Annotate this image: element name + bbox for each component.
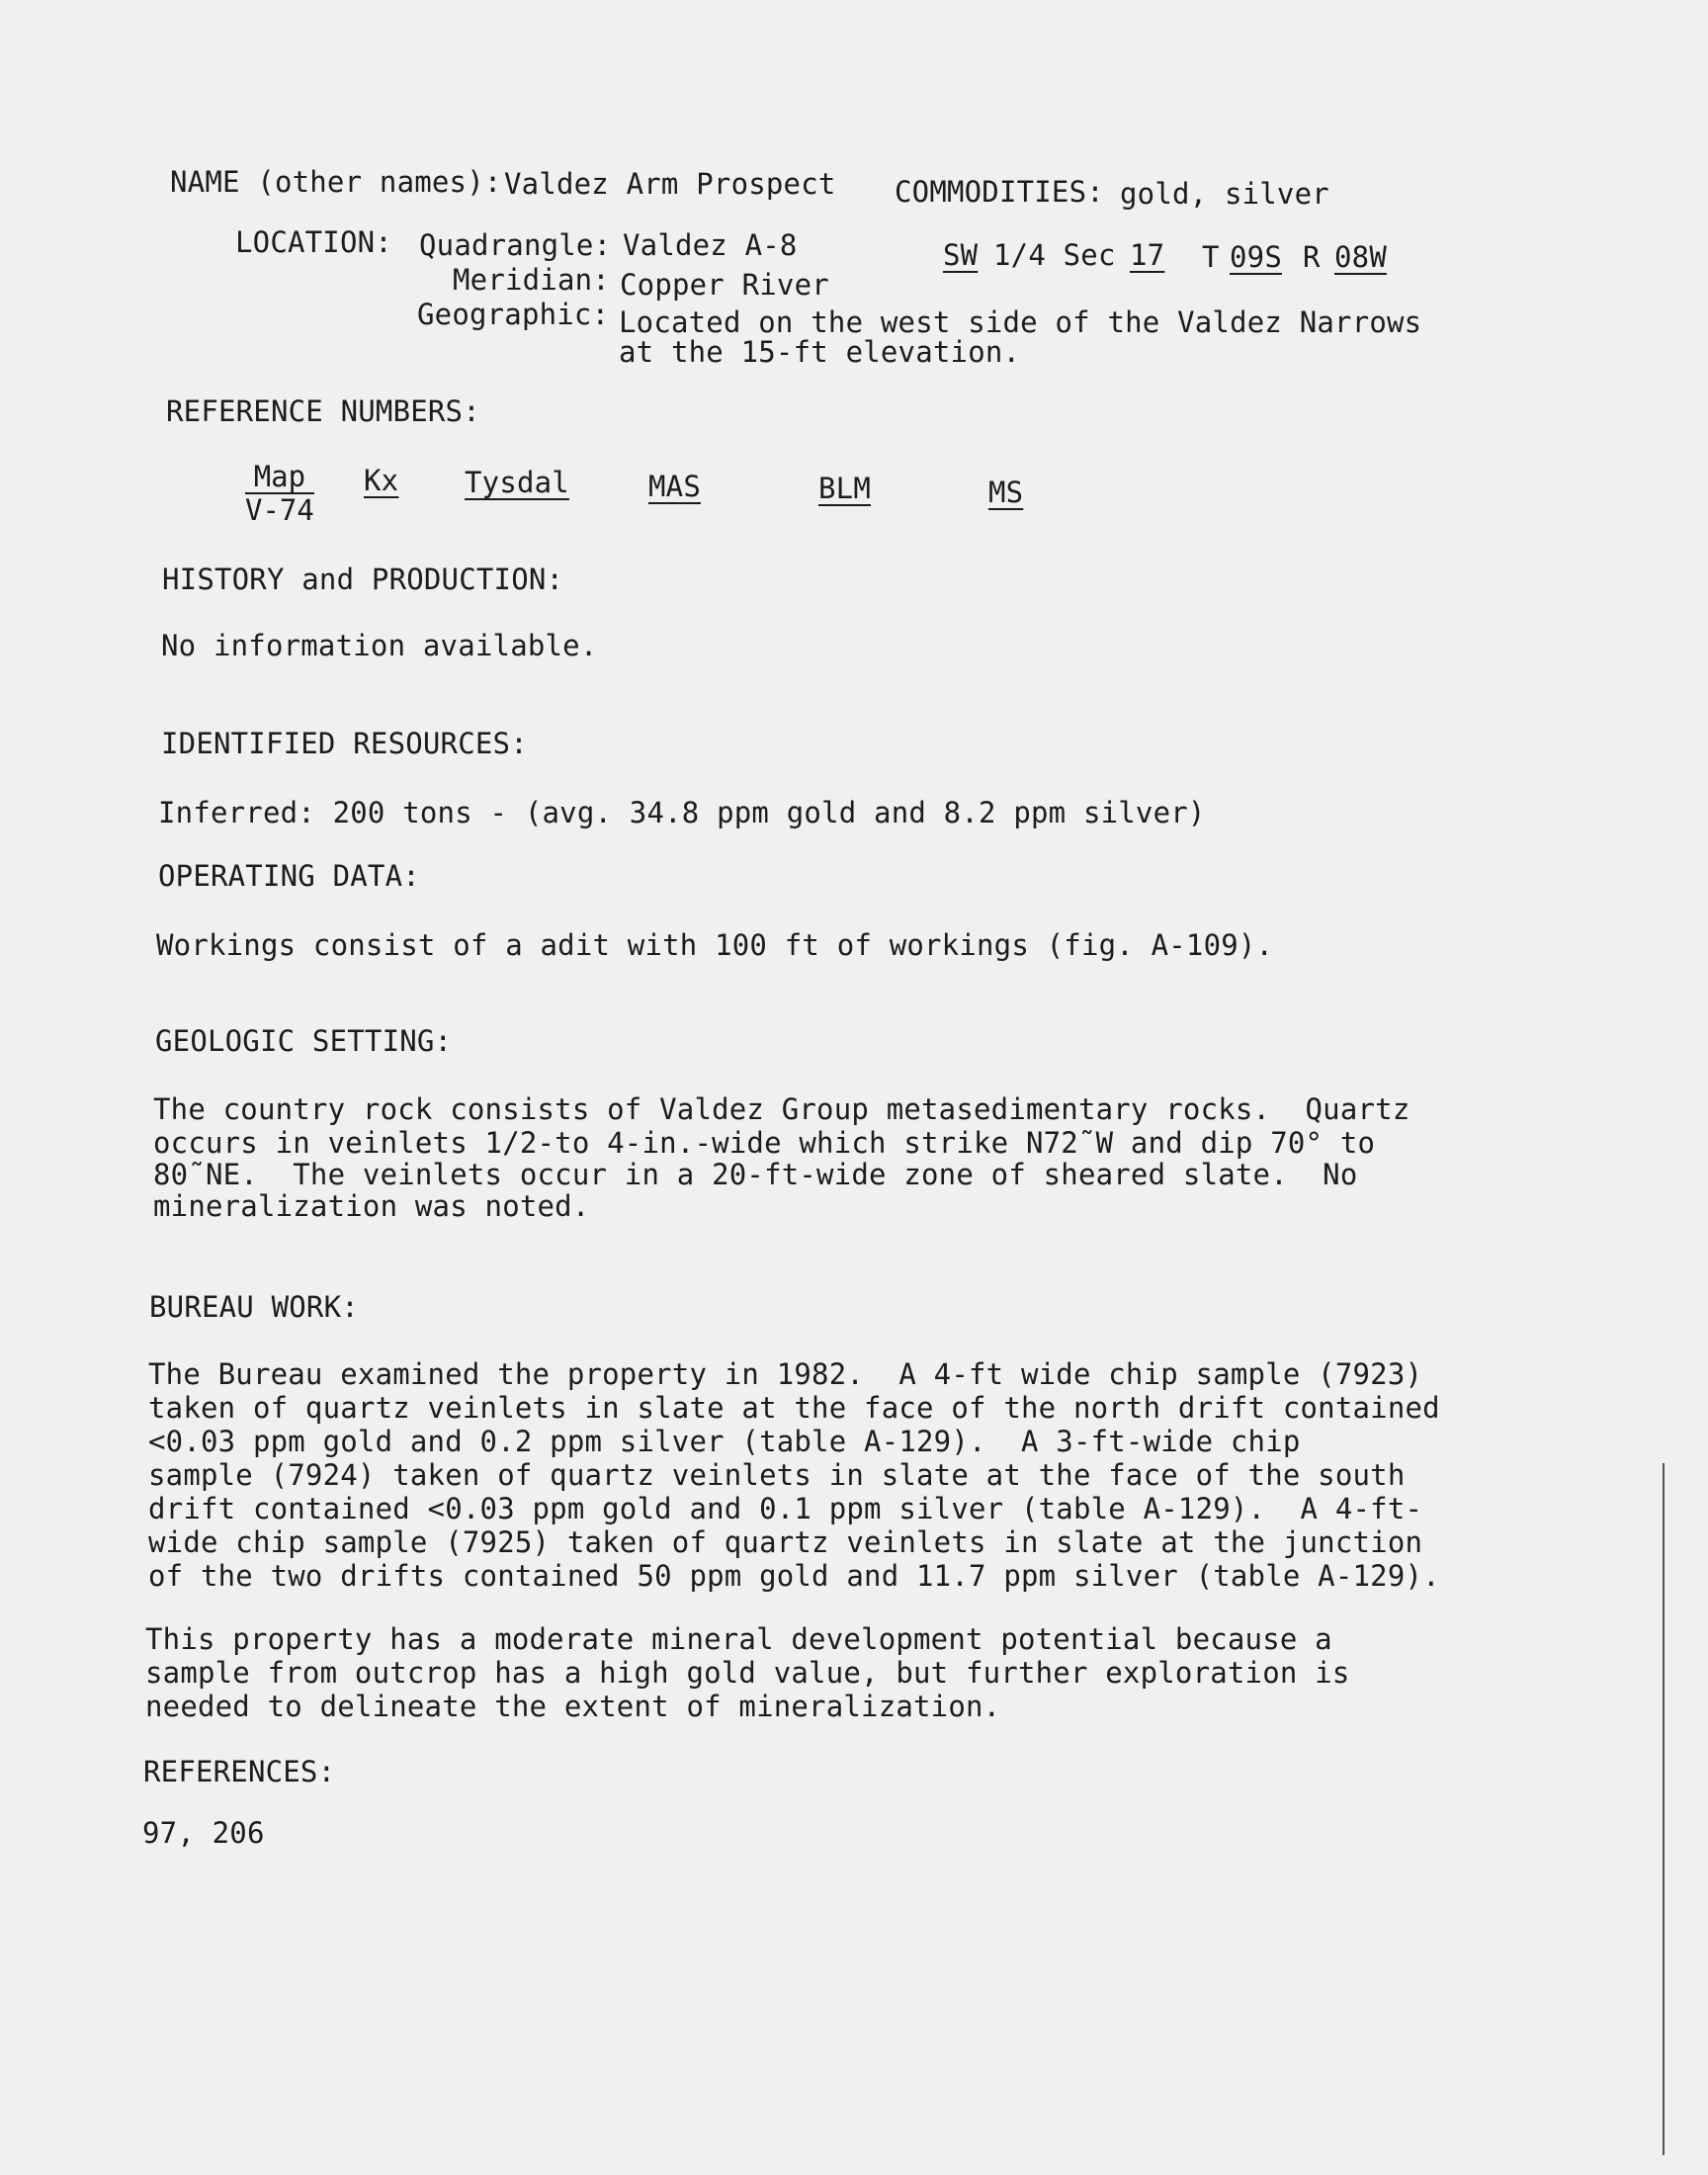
geologic-line-3: 80˜NE. The veinlets occur in a 20-ft-wide zone of sheared slate. No xyxy=(153,1158,1358,1191)
map-numerator: Map xyxy=(245,461,314,494)
geologic-line-1: The country rock consists of Valdez Group metasedimentary rocks. Quartz xyxy=(153,1092,1410,1126)
ref-tysdal: Tysdal xyxy=(465,466,569,499)
bureau-p1-line-7: of the two drifts contained 50 ppm gold and 11.7 ppm silver (table A-129). xyxy=(148,1559,1440,1593)
section-value: 17 xyxy=(1130,238,1165,272)
ref-ms: MS xyxy=(988,476,1024,509)
commodities-label: COMMODITIES: xyxy=(895,175,1104,209)
bureau-p2-line-2: sample from outcrop has a high gold value, but further exploration is xyxy=(145,1656,1350,1690)
geologic-line-4: mineralization was noted. xyxy=(153,1189,590,1223)
resources-text: Inferred: 200 tons - (avg. 34.8 ppm gold and 8.2 ppm silver) xyxy=(158,796,1206,829)
operating-text: Workings consist of a adit with 100 ft of workings (fig. A-109). xyxy=(156,928,1274,962)
meridian-label: Meridian: xyxy=(453,263,610,297)
quadrangle-label: Quadrangle: xyxy=(419,228,612,262)
bureau-p1-line-1: The Bureau examined the property in 1982. A 4-ft wide chip sample (7923) xyxy=(148,1357,1423,1391)
references-heading: REFERENCES: xyxy=(143,1755,336,1788)
name-value: Valdez Arm Prospect xyxy=(504,167,836,201)
name-label: NAME (other names): xyxy=(170,165,502,199)
bureau-p1-line-4: sample (7924) taken of quartz veinlets in slate at the face of the south xyxy=(148,1458,1406,1492)
bureau-p2-line-1: This property has a moderate mineral development potential because a xyxy=(145,1622,1332,1656)
range-label: R xyxy=(1303,240,1321,274)
ref-kx: Kx xyxy=(364,464,399,497)
geologic-line-2: occurs in veinlets 1/2-to 4-in.-wide which strike N72˜W and dip 70° to xyxy=(153,1126,1376,1160)
bureau-p1-line-5: drift contained <0.03 ppm gold and 0.1 ppm silver (table A-129). A 4-ft- xyxy=(148,1492,1423,1525)
meridian-value: Copper River xyxy=(620,268,829,302)
quadrangle-value: Valdez A-8 xyxy=(623,228,798,262)
range-value: 08W xyxy=(1334,240,1387,274)
ref-mas: MAS xyxy=(648,470,701,503)
location-label: LOCATION: xyxy=(235,225,392,259)
reference-numbers-heading: REFERENCE NUMBERS: xyxy=(166,394,480,428)
bureau-p2-line-3: needed to delineate the extent of mineralization. xyxy=(145,1690,1001,1723)
bureau-p1-line-2: taken of quartz veinlets in slate at the face of the north drift contained xyxy=(148,1391,1440,1425)
history-heading: HISTORY and PRODUCTION: xyxy=(162,563,564,596)
geologic-heading: GEOLOGIC SETTING: xyxy=(155,1024,453,1058)
geographic-line-2: at the 15-ft elevation. xyxy=(619,335,1021,369)
resources-heading: IDENTIFIED RESOURCES: xyxy=(161,727,528,760)
bureau-p1-line-6: wide chip sample (7925) taken of quartz veinlets in slate at the junction xyxy=(148,1525,1423,1559)
ref-blm: BLM xyxy=(818,472,871,505)
township-label: T xyxy=(1202,240,1220,274)
commodities-value: gold, silver xyxy=(1120,177,1329,211)
operating-heading: OPERATING DATA: xyxy=(158,859,420,893)
geographic-label: Geographic: xyxy=(417,298,610,331)
page-edge-line xyxy=(1663,1463,1665,2155)
history-text: No information available. xyxy=(161,629,598,662)
quarter-suffix: 1/4 Sec xyxy=(993,238,1116,272)
quarter-value: SW xyxy=(943,238,979,272)
bureau-p1-line-3: <0.03 ppm gold and 0.2 ppm silver (table A-129). A 3-ft-wide chip xyxy=(148,1425,1301,1458)
township-value: 09S xyxy=(1230,240,1282,274)
map-fraction xyxy=(245,461,314,526)
references-text: 97, 206 xyxy=(142,1816,265,1850)
geographic-line-1: Located on the west side of the Valdez Narrows xyxy=(619,305,1422,339)
bureau-heading: BUREAU WORK: xyxy=(149,1290,359,1324)
map-denominator: V-74 xyxy=(245,493,314,527)
